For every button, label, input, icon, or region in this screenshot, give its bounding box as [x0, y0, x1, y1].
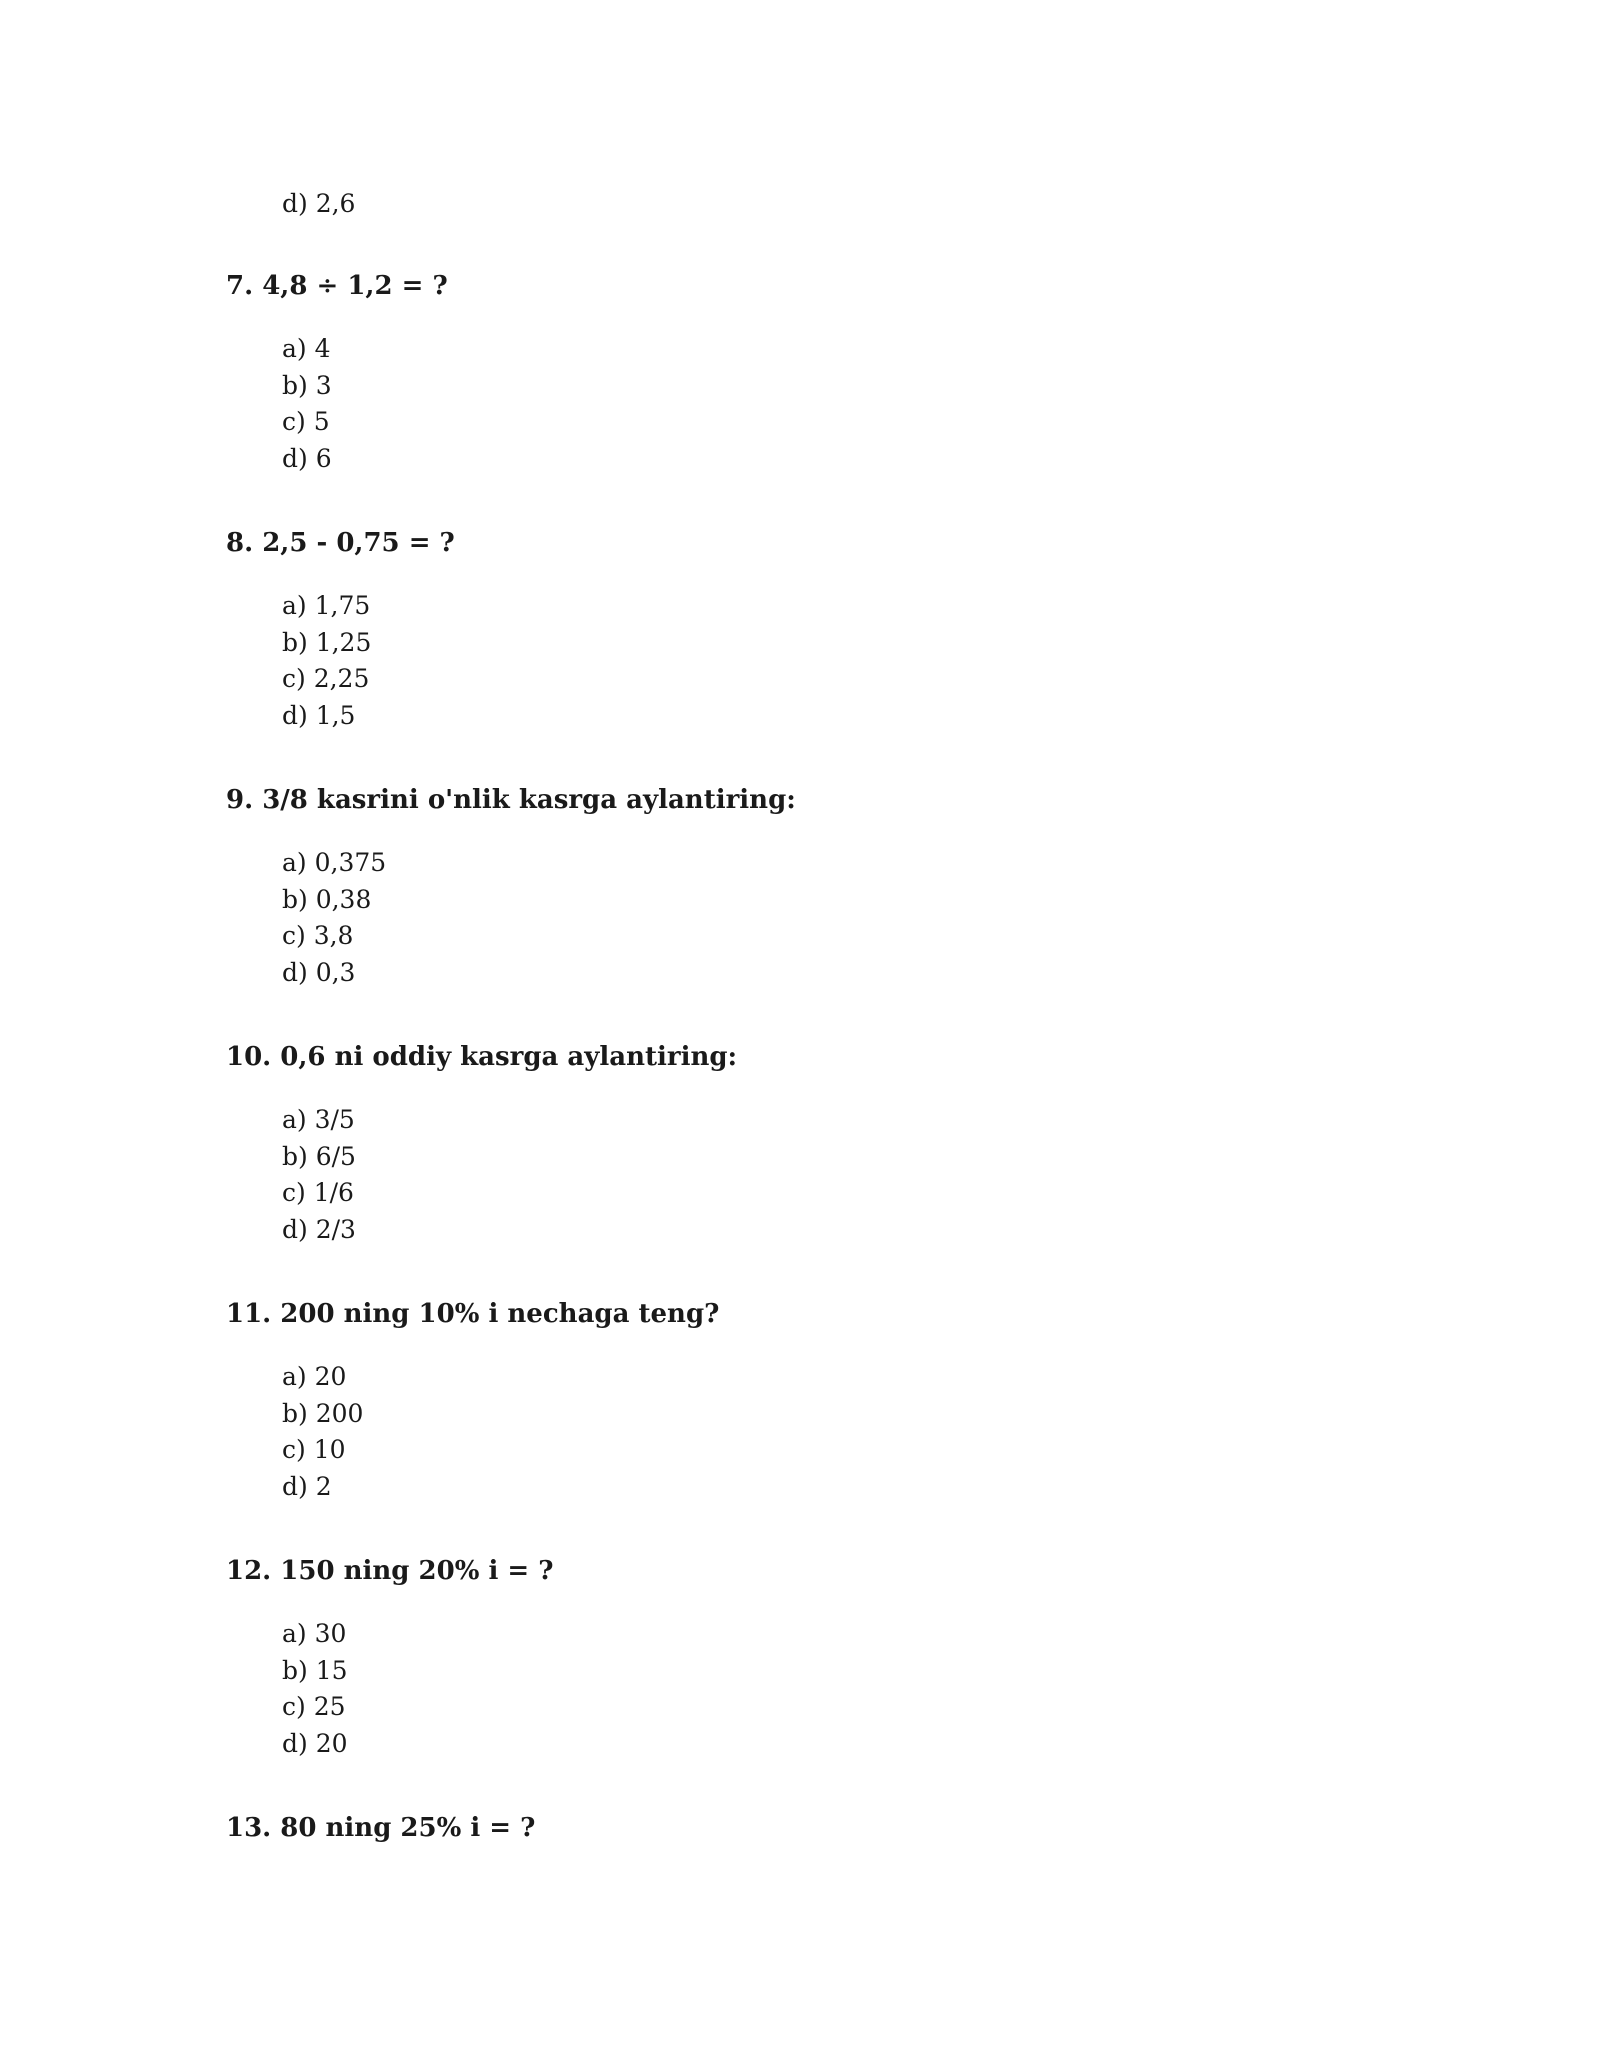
option-item: c) 2,25: [282, 664, 370, 693]
option-item: c) 5: [282, 407, 330, 436]
option-list: [282, 331, 1426, 477]
question-12: [226, 1553, 1426, 1762]
option-item: c) 1/6: [282, 1178, 354, 1207]
option-item: b) 0,38: [282, 884, 372, 914]
question-title: 13. 80 ning 25% i = ?: [226, 1813, 536, 1843]
question-8: [226, 525, 1426, 734]
option-item: d) 20: [282, 1728, 348, 1758]
question-title: 11. 200 ning 10% i nechaga teng?: [226, 1299, 720, 1329]
question-title: 7. 4,8 ÷ 1,2 = ?: [226, 271, 448, 301]
option-item: b) 15: [282, 1655, 348, 1685]
question-10: [226, 1039, 1426, 1248]
option-list: [282, 1102, 1426, 1248]
option-item: d) 6: [282, 443, 332, 473]
option-item: a) 1,75: [282, 591, 371, 620]
option-item: b) 1,25: [282, 627, 372, 657]
question-title: 10. 0,6 ni oddiy kasrga aylantiring:: [226, 1042, 738, 1072]
question-title: 12. 150 ning 20% i = ?: [226, 1556, 554, 1586]
question-13: [226, 1810, 1426, 1846]
option-item: d) 2/3: [282, 1214, 356, 1244]
option-item: d) 0,3: [282, 957, 356, 987]
question-11: [226, 1296, 1426, 1505]
option-item: a) 4: [282, 334, 331, 363]
option-item: a) 30: [282, 1619, 347, 1648]
option-item: c) 25: [282, 1692, 346, 1721]
option-item: c) 10: [282, 1435, 346, 1464]
option-item: b) 200: [282, 1398, 364, 1428]
question-9: [226, 782, 1426, 991]
option-item: a) 3/5: [282, 1105, 355, 1134]
option-list: [282, 845, 1426, 991]
option-list: [282, 1616, 1426, 1762]
option-item: c) 3,8: [282, 921, 354, 950]
option-item: d) 1,5: [282, 700, 356, 730]
option-item: b) 3: [282, 370, 332, 400]
question-7: [226, 268, 1426, 477]
option-item: b) 6/5: [282, 1141, 356, 1171]
option-item: a) 0,375: [282, 848, 387, 877]
option-item: a) 20: [282, 1362, 347, 1391]
question-title: 9. 3/8 kasrini o'nlik kasrga aylantiring:: [226, 785, 796, 815]
question-title: 8. 2,5 - 0,75 = ?: [226, 528, 455, 558]
option-list: [282, 1359, 1426, 1505]
option-item: d) 2,6: [282, 189, 356, 218]
option-item: d) 2: [282, 1471, 332, 1501]
option-list: [282, 588, 1426, 734]
